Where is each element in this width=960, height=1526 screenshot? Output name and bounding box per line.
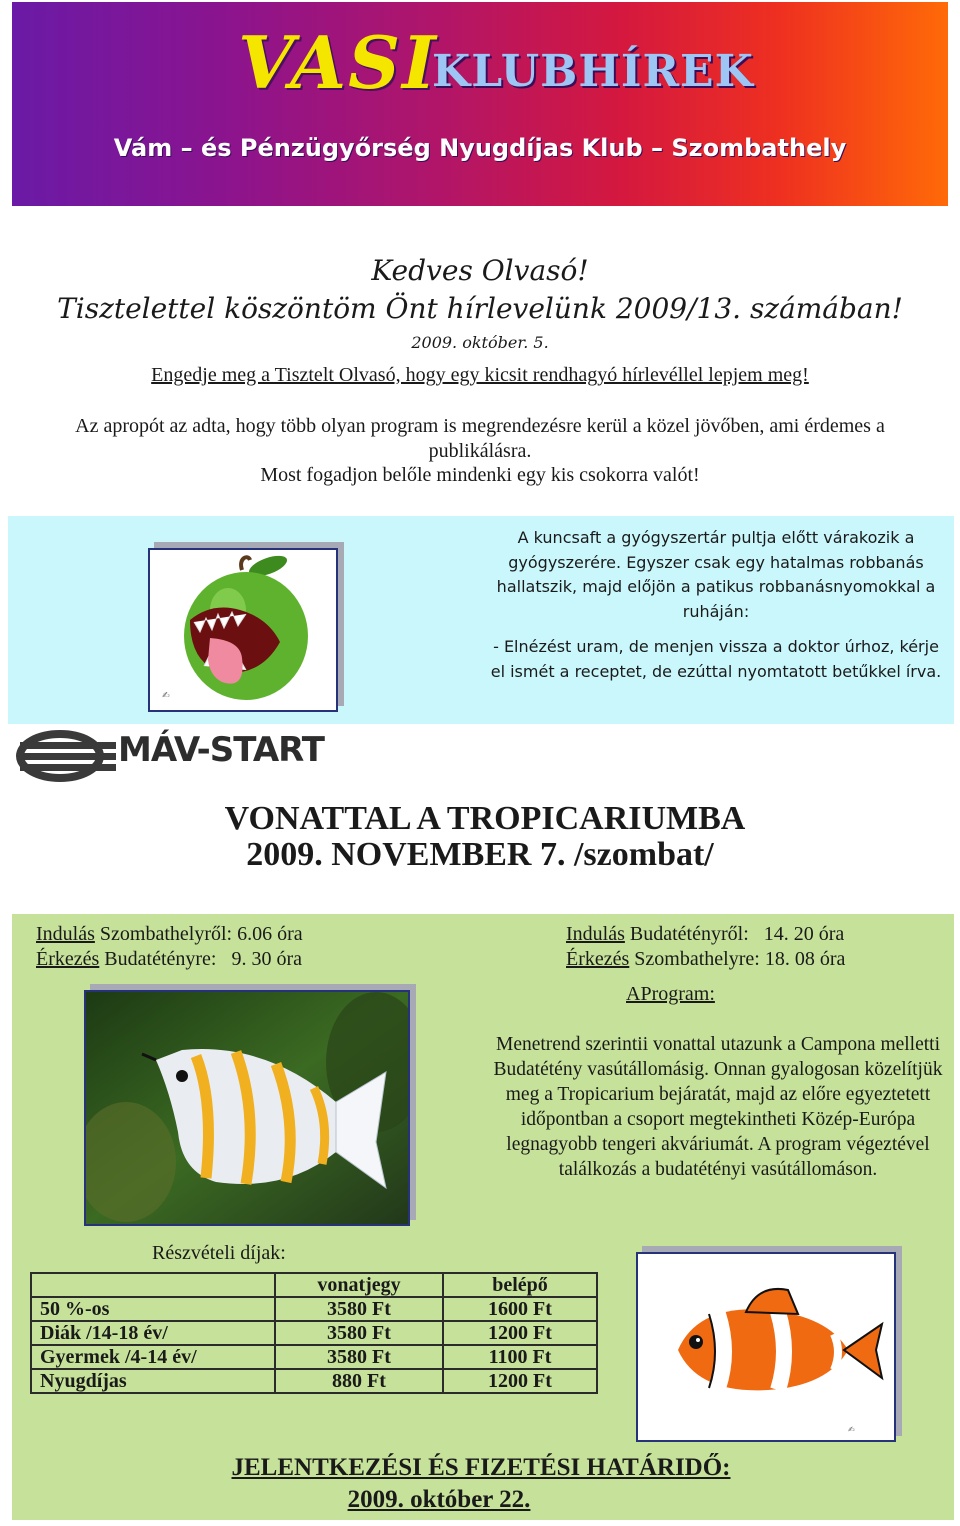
fees-table	[30, 1272, 598, 1394]
return-arrive: Szombathelyre: 18. 08 óra	[634, 948, 846, 970]
table-cell: 880 Ft	[275, 1369, 443, 1393]
return-depart: Budatétényről: 14. 20 óra	[629, 923, 845, 945]
outbound-arrive: Budatétényre: 9. 30 óra	[104, 948, 303, 970]
banner-title-vasi: VASI	[238, 20, 438, 105]
table-row	[31, 1369, 597, 1393]
program-title: AProgram:	[626, 983, 715, 1005]
butterflyfish-photo	[84, 990, 410, 1226]
joke-text-1: A kuncsaft a gyógyszertár pultja előtt várakozik a gyógyszerére. Egyszer csak egy hatalmas robbanás hallatszik, majd előjön a patikus robbanásnyomokkal a ruháján:	[496, 528, 936, 621]
program-description: Menetrend szerintii vonattal utazunk a Campona melletti Budatétény vasútállomásig. Onnan gyalogosan közelítjük meg a Tropicarium bejáratát, majd az előre egyeztetett időpontban a csoport megtekintheti Közép-Európa legnagyobb tengeri akváriumát. A program végeztével találkozás a budatétényi vasútállomáson.	[493, 1034, 943, 1180]
table-cell: 3580 Ft	[275, 1345, 443, 1369]
apple-monster-icon	[150, 550, 336, 710]
event-headline: VONATTAL A TROPICARIUMBA	[224, 800, 746, 837]
mav-logo-emblem	[16, 730, 116, 787]
intro-link[interactable]: Engedje meg a Tisztelt Olvasó, hogy egy kicsit rendhagyó hírlevéllel lepjem meg!	[151, 364, 809, 386]
table-header-row	[31, 1273, 597, 1297]
event-date: 2009. NOVEMBER 7. /szombat/	[246, 836, 714, 873]
intro-paragraph: Az apropót az adta, hogy több olyan program is megrendezésre kerül a közel jövőben, ami érdemes a publikálásra.	[75, 415, 885, 462]
schedule-return	[566, 922, 845, 972]
train-logo-icon	[16, 730, 116, 782]
mav-start-logo-text: MÁV-START	[118, 730, 324, 770]
arrive-label: Érkezés	[566, 948, 630, 970]
svg-text:✍: ✍	[162, 691, 170, 701]
table-cell: Gyermek /4-14 év/	[31, 1345, 275, 1369]
table-cell: 1200 Ft	[443, 1321, 597, 1345]
depart-label: Indulás	[36, 923, 95, 945]
banner-subtitle: Vám – és Pénzügyőrség Nyugdíjas Klub – Szombathely	[113, 134, 847, 162]
table-cell: 3580 Ft	[275, 1297, 443, 1321]
table-cell: 50 %-os	[31, 1297, 275, 1321]
butterflyfish-icon	[86, 992, 408, 1224]
joke-text-2: - Elnézést uram, de menjen vissza a doktor úrhoz, kérje el ismét a receptet, de ezúttal nyomtatott betűkkel írva.	[490, 637, 942, 681]
deadline-date: 2009. október 22.	[347, 1486, 531, 1513]
table-row	[31, 1345, 597, 1369]
table-cell: 3580 Ft	[275, 1321, 443, 1345]
deadline-title: JELENTKEZÉSI ÉS FIZETÉSI HATÁRIDŐ:	[231, 1454, 731, 1481]
table-header-cell: belépő	[443, 1273, 597, 1297]
table-header-cell: vonatjegy	[275, 1273, 443, 1297]
clownfish-photo	[636, 1252, 896, 1442]
table-cell: Diák /14-18 év/	[31, 1321, 275, 1345]
table-cell: 1600 Ft	[443, 1297, 597, 1321]
table-cell: 1100 Ft	[443, 1345, 597, 1369]
table-cell: 1200 Ft	[443, 1369, 597, 1393]
banner-title-klubhirek: KLUBHÍREK	[432, 46, 754, 97]
table-row	[31, 1297, 597, 1321]
table-row	[31, 1321, 597, 1345]
fees-title: Részvételi díjak:	[152, 1242, 286, 1264]
header-banner	[12, 2, 948, 206]
issue-date: 2009. október. 5.	[411, 333, 549, 352]
greeting-line: Kedves Olvasó!	[371, 254, 589, 287]
outbound-depart: Szombathelyről: 6.06 óra	[99, 923, 303, 945]
schedule-outbound	[36, 922, 303, 972]
clownfish-icon	[638, 1254, 894, 1440]
welcome-line: Tisztelettel köszöntöm Önt hírlevelünk 2009/13. számában!	[57, 292, 903, 325]
apple-photo	[148, 548, 338, 712]
intro-closing: Most fogadjon belőle mindenki egy kis csokorra valót!	[260, 464, 700, 486]
table-header-cell	[31, 1273, 275, 1297]
table-cell: Nyugdíjas	[31, 1369, 275, 1393]
depart-label: Indulás	[566, 923, 625, 945]
arrive-label: Érkezés	[36, 948, 100, 970]
svg-text:✍: ✍	[848, 1425, 855, 1434]
